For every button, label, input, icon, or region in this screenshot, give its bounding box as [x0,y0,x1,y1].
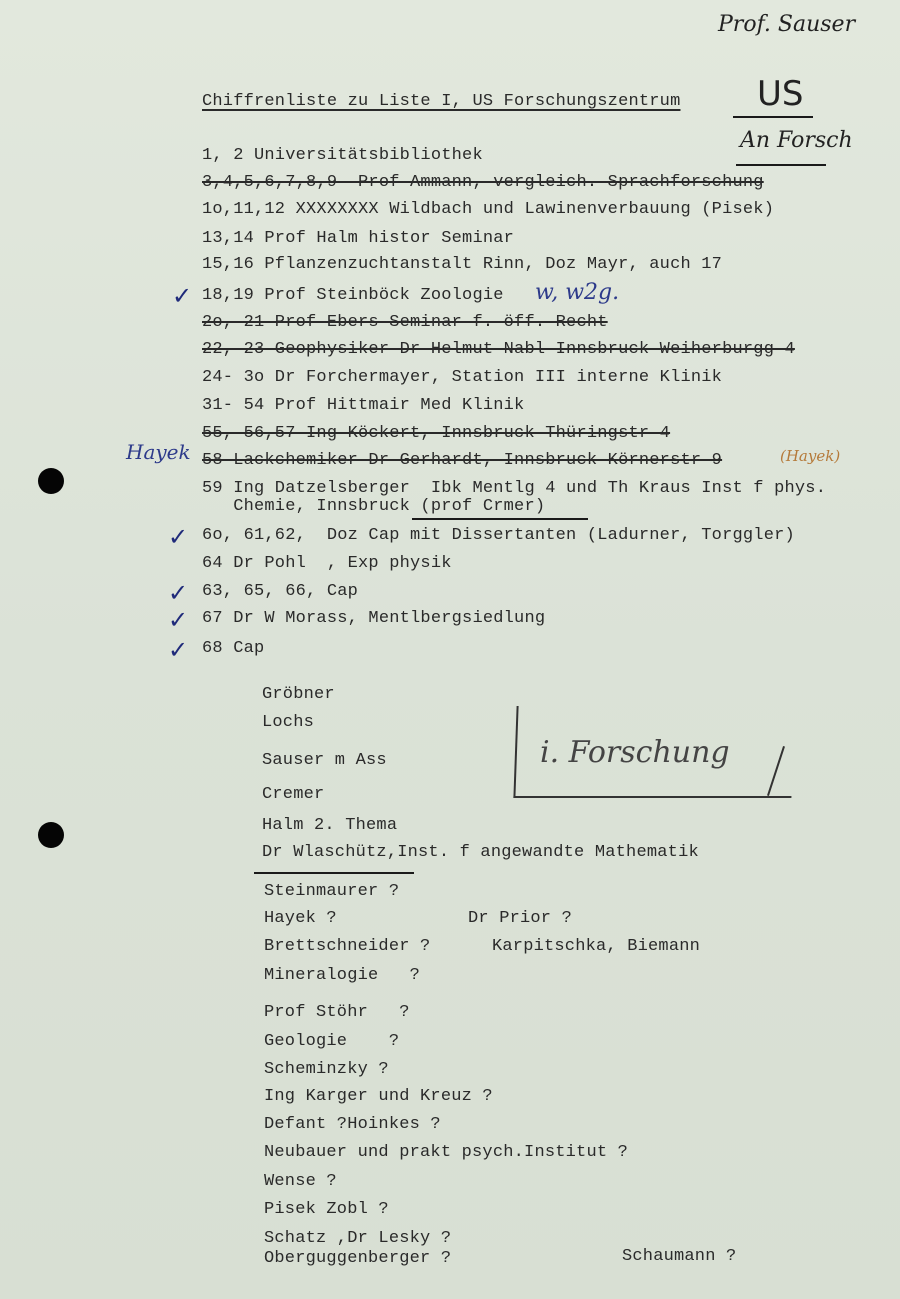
question-neubauer: Neubauer und prakt psych.Institut ? [264,1143,629,1162]
question-hayek: Hayek ? [264,909,337,928]
handwritten-steinbock-note: w, w2g. [535,280,620,305]
handwritten-an-forsch: An Forsch [740,128,853,153]
question-defant-hoinkes: Defant ?Hoinkes ? [264,1115,441,1134]
entry-12-struck: 58 Lackchemiker Dr Gerhardt, Innsbruck Körnerstr 9 [202,451,723,470]
entry-5: 15,16 Pflanzenzuchtanstalt Rinn, Doz Mayr, auch 17 [202,255,723,274]
question-wense: Wense ? [264,1172,337,1191]
check-mark-icon: ✓ [168,523,189,551]
entry-3: 1o,11,12 XXXXXXXX Wildbach und Lawinenverbauung (Pisek) [202,200,775,219]
question-stohr: Prof Stöhr ? [264,1003,410,1022]
entry-4: 13,14 Prof Halm histor Seminar [202,229,515,248]
us-underline [733,116,813,118]
punch-hole-lower [38,822,64,848]
punch-hole-upper [38,468,64,494]
handwritten-hayek-paren: (Hayek) [780,447,841,465]
document-title: Chiffrenliste zu Liste I, US Forschungszentrum [202,92,681,111]
question-brettschneider: Brettschneider ? [264,937,431,956]
entry-8-struck: 22, 23 Geophysiker Dr Helmut Nabl Innsbruck Weiherburgg 4 [202,340,795,359]
name-grobner: Gröbner [262,685,335,704]
question-steinmaurer: Steinmaurer ? [264,882,400,901]
handwritten-us-mark: US [757,74,804,114]
handwritten-forschung-note: i. Forschung [540,735,730,770]
handwritten-prof-sauser: Prof. Sauser [718,12,856,37]
question-schaumann: Schaumann ? [622,1247,737,1266]
entry-6: 18,19 Prof Steinböck Zoologie [202,286,504,305]
entry-11-struck: 55, 56,57 Ing Köckert, Innsbruck Thüringstr 4 [202,424,671,443]
entry-9: 24- 3o Dr Forchermayer, Station III interne Klinik [202,368,723,387]
an-forsch-underline [736,164,826,166]
question-karpitschka: Karpitschka, Biemann [492,937,701,956]
question-dr-prior: Dr Prior ? [468,909,573,928]
question-mineralogie: Mineralogie ? [264,966,421,985]
entry-15: 64 Dr Pohl , Exp physik [202,554,452,573]
name-wlaschutz: Dr Wlaschütz,Inst. f angewandte Mathematik [262,843,699,862]
check-mark-icon: ✓ [168,606,189,634]
handwritten-hayek-margin: Hayek [126,440,191,464]
section-divider [254,872,414,874]
entry-18: 68 Cap [202,639,265,658]
question-schatz-lesky: Schatz ,Dr Lesky ? [264,1229,452,1248]
prof-crmer-underline [412,518,588,520]
name-halm: Halm 2. Thema [262,816,398,835]
entry-1: 1, 2 Universitätsbibliothek [202,146,483,165]
entry-7-struck: 2o, 21 Prof Ebers Seminar f. öff. Recht [202,313,608,332]
check-mark-icon: ✓ [172,282,193,310]
entry-16: 63, 65, 66, Cap [202,582,359,601]
question-geologie: Geologie ? [264,1032,400,1051]
name-cremer: Cremer [262,785,325,804]
question-pisek-zobl: Pisek Zobl ? [264,1200,389,1219]
question-scheminzky: Scheminzky ? [264,1060,389,1079]
check-mark-icon: ✓ [168,636,189,664]
entry-10: 31- 54 Prof Hittmair Med Klinik [202,396,525,415]
check-mark-icon: ✓ [168,579,189,607]
entry-14: 6o, 61,62, Doz Cap mit Dissertanten (Ladurner, Torggler) [202,526,795,545]
question-oberguggenberger: Oberguggenberger ? [264,1249,452,1268]
entry-13-continued: Chemie, Innsbruck (prof Crmer) [202,497,546,516]
entry-13: 59 Ing Datzelsberger Ibk Mentlg 4 und Th Kraus Inst f phys. [202,479,827,498]
name-sauser: Sauser m Ass [262,751,387,770]
name-lochs: Lochs [262,713,315,732]
entry-17: 67 Dr W Morass, Mentlbergsiedlung [202,609,546,628]
question-karger-kreuz: Ing Karger und Kreuz ? [264,1087,493,1106]
entry-2-struck: 3,4,5,6,7,8,9 Prof Ammann, vergleich. Sprachforschung [202,173,764,192]
